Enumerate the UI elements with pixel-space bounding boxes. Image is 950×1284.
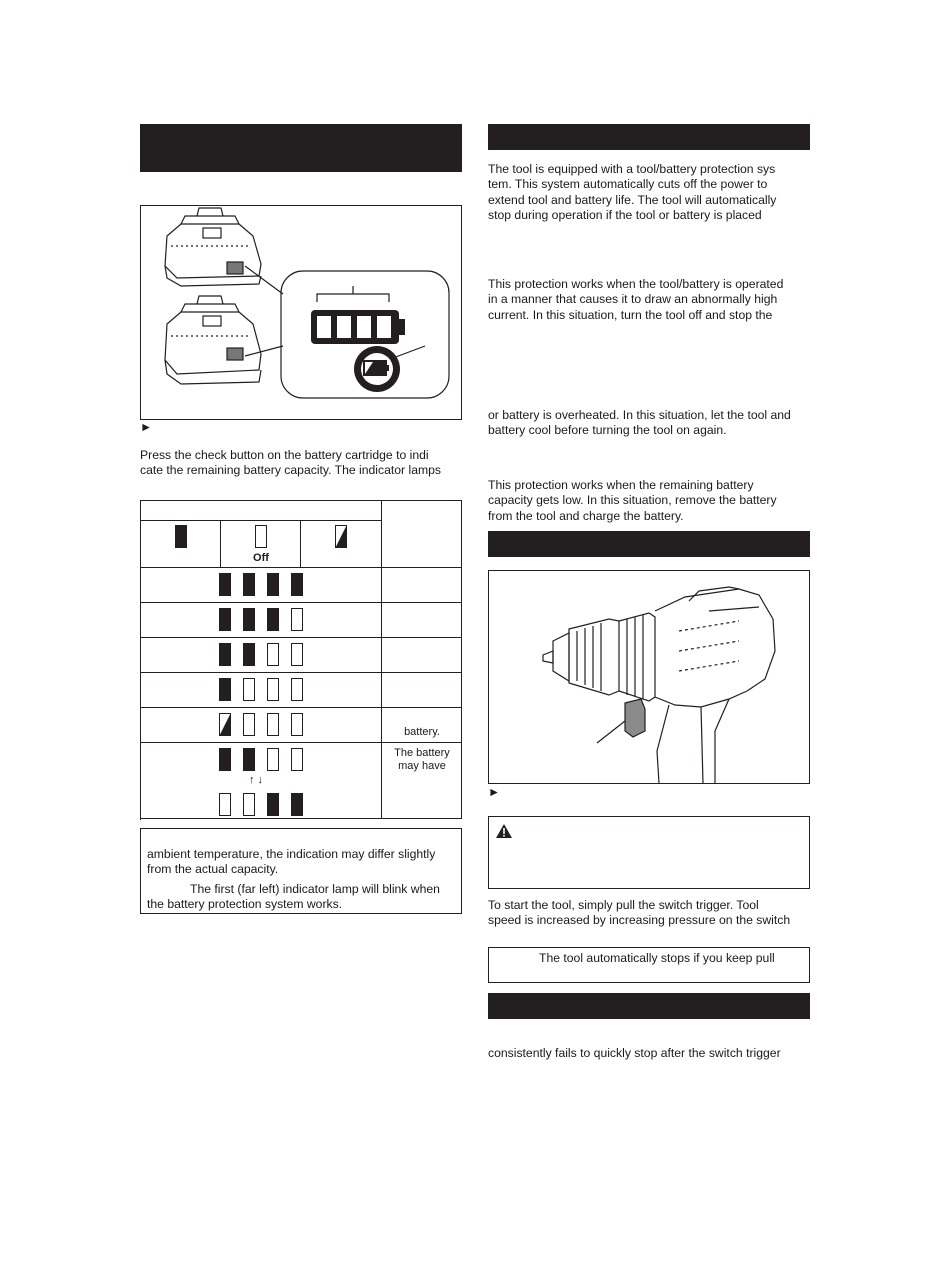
indicator-lamp-icon <box>219 643 231 666</box>
note-line-4: the battery protection system works. <box>147 897 343 911</box>
indicator-lamp-icon <box>219 573 231 596</box>
table-row-capacity <box>382 638 462 673</box>
indicator-lamp-icon <box>291 678 303 701</box>
table-row <box>141 708 382 743</box>
right-para-1: The tool is equipped with a tool/battery protection sys tem. This system automatically cuts off the power to extend tool and battery life. The tool will automatically stop during operation if the tool or battery is placed <box>488 162 777 222</box>
blink-lamp-icon <box>335 525 347 548</box>
indicator-lamp-icon <box>243 573 255 596</box>
indicator-lamp-icon <box>267 748 279 771</box>
note-line-3: The first (far left) indicator lamp will blink when <box>190 882 440 896</box>
indicator-lamp-icon <box>243 678 255 701</box>
capacity-may-text-2: may have <box>398 760 446 772</box>
table-header-capacity <box>382 501 462 568</box>
indicator-lamp-icon <box>291 793 303 816</box>
indicator-lamp-icon <box>243 793 255 816</box>
drill-illustration <box>489 571 809 783</box>
note-box-right-text: The tool automatically stops if you keep pull <box>539 951 775 965</box>
note-line-1: ambient temperature, the indication may differ slightly <box>147 847 436 861</box>
table-row-alternating <box>141 743 382 819</box>
legend-on <box>141 521 221 568</box>
left-body-line-1: Press the check button on the battery cartridge to indi <box>140 448 429 462</box>
right-section-header-2 <box>488 531 810 557</box>
capacity-battery-text: battery. <box>404 726 440 738</box>
note-line-2: from the actual capacity. <box>147 862 279 876</box>
table-row-capacity <box>382 708 462 743</box>
indicator-lamp-icon <box>267 713 279 736</box>
indicator-lamp-icon <box>267 793 279 816</box>
alternate-arrows: ↑ ↓ <box>249 774 264 786</box>
legend-off <box>221 521 301 568</box>
fig-marker-left: ► <box>140 420 153 434</box>
caution-box <box>488 816 810 889</box>
battery-illustration <box>141 206 461 419</box>
drill-figure <box>488 570 810 784</box>
indicator-lamp-icon <box>267 573 279 596</box>
indicator-lamp-icon <box>243 748 255 771</box>
left-section-header <box>140 124 462 172</box>
legend-blink <box>301 521 382 568</box>
indicator-lamp-icon <box>219 748 231 771</box>
right-section-header-1 <box>488 124 810 150</box>
note-box-right <box>488 947 810 983</box>
indicator-lamp-icon <box>291 608 303 631</box>
right-last-line: consistently fails to quickly stop after the switch trigger <box>488 1046 781 1060</box>
table-row <box>141 568 382 603</box>
indicator-lamp-icon <box>267 678 279 701</box>
table-row-capacity <box>382 603 462 638</box>
right-para-2: This protection works when the tool/battery is operated in a manner that causes it to draw an abnormally high current. In this situation, turn the tool off and stop the <box>488 277 784 322</box>
indicator-lamp-icon <box>243 608 255 631</box>
right-section-header-3 <box>488 993 810 1019</box>
indicator-lamp-icon <box>243 713 255 736</box>
legend-off-label: Off <box>253 552 269 564</box>
warning-icon <box>495 823 513 839</box>
note-box-left <box>140 828 462 914</box>
right-para-4: This protection works when the remaining battery capacity gets low. In this situation, remove the battery from the tool and charge the battery. <box>488 478 777 523</box>
fig-marker-right: ► <box>488 785 501 799</box>
indicator-lamp-icon <box>219 608 231 631</box>
indicator-lamp-icon <box>219 678 231 701</box>
battery-figure <box>140 205 462 420</box>
table-row-capacity <box>382 568 462 603</box>
indicator-lamp-icon <box>291 713 303 736</box>
table-row <box>141 673 382 708</box>
table-header-lamps <box>141 501 382 521</box>
indicator-lamp-icon <box>291 573 303 596</box>
switch-line-1: To start the tool, simply pull the switch trigger. Tool <box>488 898 759 912</box>
table-row-capacity <box>382 673 462 708</box>
table-row <box>141 603 382 638</box>
right-para-3: or battery is overheated. In this situation, let the tool and battery cool before turning the tool on again. <box>488 408 791 438</box>
table-row-alternating-capacity <box>382 743 462 819</box>
indicator-lamp-icon <box>291 748 303 771</box>
indicator-lamp-icon <box>291 643 303 666</box>
indicator-lamp-icon <box>219 713 231 736</box>
switch-line-2: speed is increased by increasing pressure on the switch <box>488 913 791 927</box>
indicator-lamp-icon <box>267 643 279 666</box>
table-row <box>141 638 382 673</box>
indicator-lamp-icon <box>243 643 255 666</box>
capacity-may-text-1: The battery <box>394 747 450 759</box>
indicator-lamp-icon <box>267 608 279 631</box>
left-body-line-2: cate the remaining battery capacity. The indicator lamps <box>140 463 442 477</box>
indicator-lamp-icon <box>219 793 231 816</box>
indicator-table <box>140 500 462 820</box>
